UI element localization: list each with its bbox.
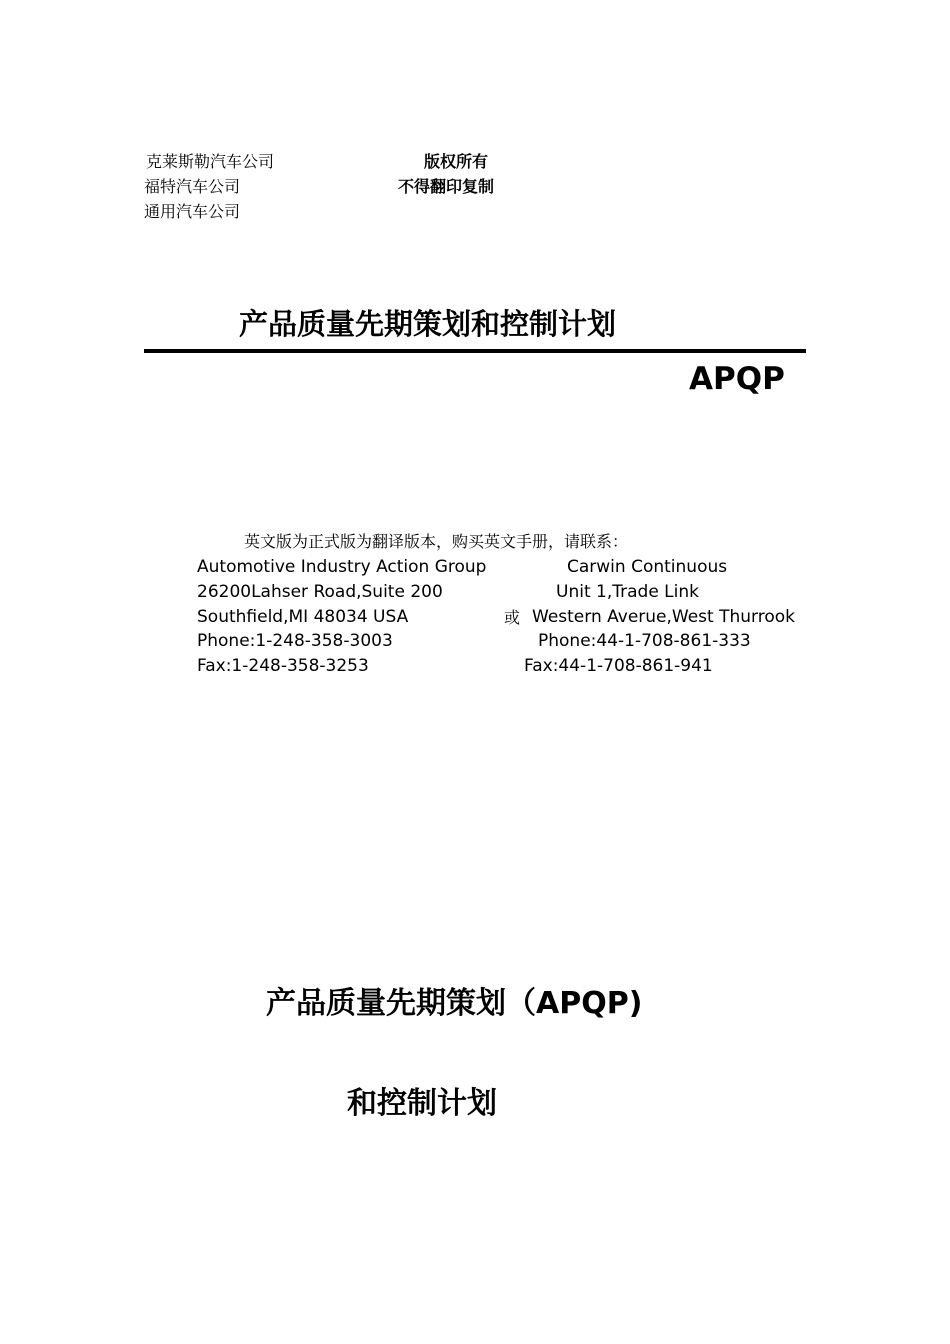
company-ford: 福特汽车公司 [144,177,241,196]
contact-right-line-2: Unit 1,Trade Link [556,582,699,602]
contact-left-line-5: Fax:1-248-358-3253 [197,656,369,676]
contact-right-line-3: Western Averue,West Thurrook [532,607,795,627]
title-divider [144,349,806,353]
contact-left-line-4: Phone:1-248-358-3003 [197,631,393,651]
document-abbreviation: APQP [689,361,785,397]
contact-intro: 英文版为正式版为翻译版本，购买英文手册，请联系： [244,532,629,551]
contact-right-line-1: Carwin Continuous [567,557,728,577]
sub-title-line-2: 和控制计划 [347,1086,497,1121]
contact-left-line-1: Automotive Industry Action Group [197,557,487,577]
document-title: 产品质量先期策划和控制计划 [239,307,617,341]
company-gm: 通用汽车公司 [144,202,241,221]
contact-left-line-2: 26200Lahser Road,Suite 200 [197,582,443,602]
contact-or-separator: 或 [504,608,521,627]
contact-left-line-3: Southfield,MI 48034 USA [197,607,409,627]
no-reproduction-notice: 不得翻印复制 [398,177,495,196]
contact-right-line-5: Fax:44-1-708-861-941 [524,656,713,676]
sub-title-line-1: 产品质量先期策划（APQP) [266,986,643,1021]
contact-right-line-4: Phone:44-1-708-861-333 [538,631,751,651]
company-chrysler: 克莱斯勒汽车公司 [146,152,275,171]
copyright-notice: 版权所有 [424,152,489,171]
